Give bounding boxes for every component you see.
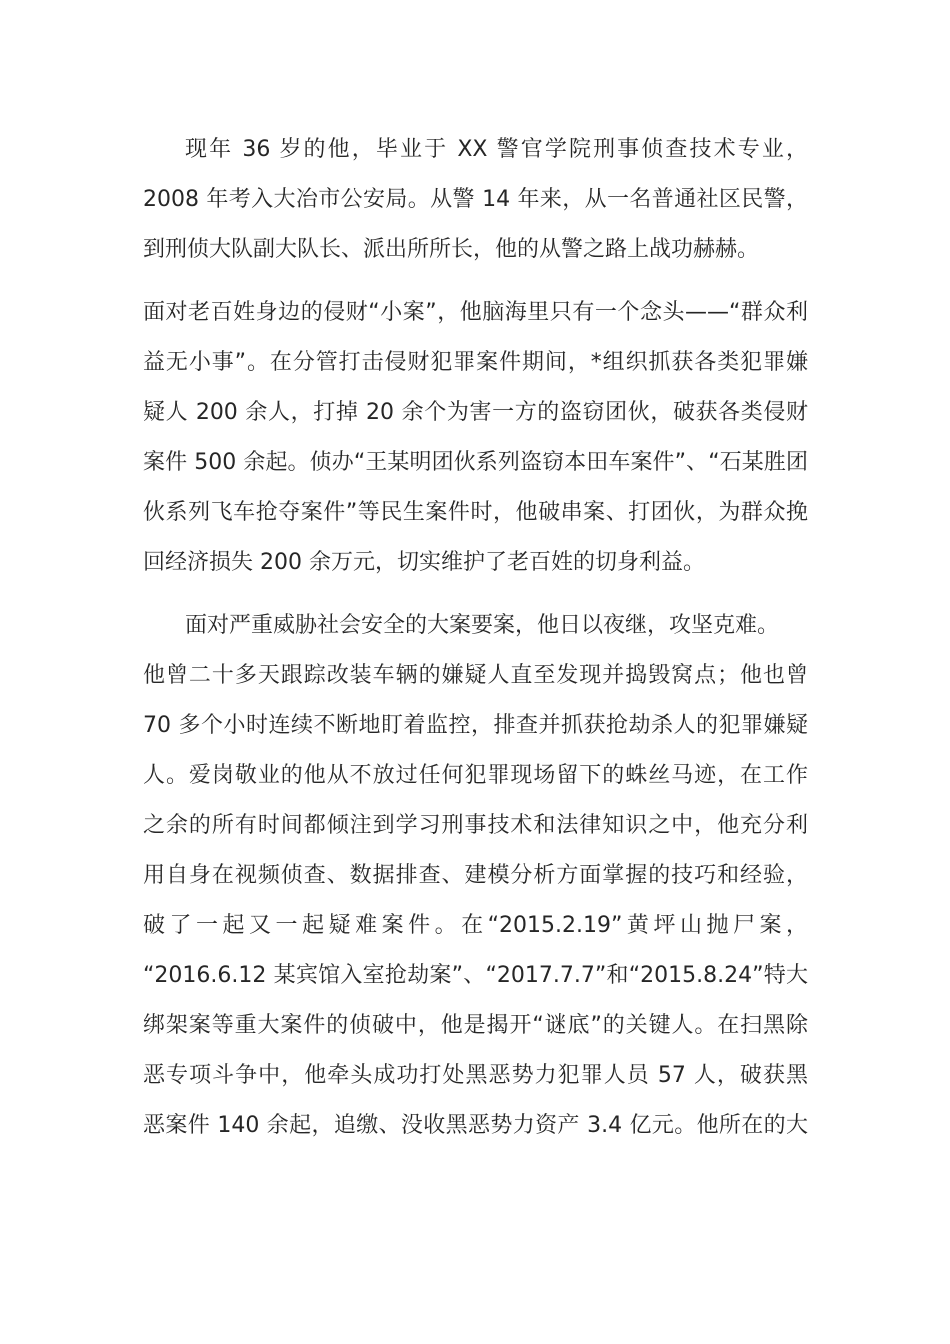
text-line: 2008 年考入大冶市公安局。从警 14 年来，从一名普通社区民警， — [143, 187, 808, 212]
text-line: 疑人 200 余人，打掉 20 余个为害一方的盗窃团伙，破获各类侵财 — [143, 400, 808, 425]
text-line: 伙系列飞车抢夺案件”等民生案件时，他破串案、打团伙，为群众挽 — [143, 500, 808, 525]
text-line: 案件 500 余起。侦办“王某明团伙系列盗窃本田车案件”、“石某胜团 — [143, 450, 808, 475]
text-line: 面对老百姓身边的侵财“小案”，他脑海里只有一个念头——“群众利 — [143, 300, 808, 325]
text-line: 面对严重威胁社会安全的大案要案，他日以夜继，攻坚克难。 — [185, 613, 780, 638]
text-line: 破了一起又一起疑难案件。在“2015.2.19”黄坪山抛尸案， — [143, 913, 808, 938]
text-line: 人。爱岗敬业的他从不放过任何犯罪现场留下的蛛丝马迹，在工作 — [143, 763, 808, 788]
text-line: 现年 36 岁的他，毕业于 XX 警官学院刑事侦查技术专业， — [185, 137, 808, 162]
text-line: 恶专项斗争中，他牵头成功打处黑恶势力犯罪人员 57 人，破获黑 — [143, 1063, 808, 1088]
text-line: 到刑侦大队副大队长、派出所所长，他的从警之路上战功赫赫。 — [143, 237, 760, 262]
text-line: 70 多个小时连续不断地盯着监控，排查并抓获抢劫杀人的犯罪嫌疑 — [143, 713, 808, 738]
text-line: 恶案件 140 余起，追缴、没收黑恶势力资产 3.4 亿元。他所在的大 — [143, 1113, 808, 1138]
text-line: 益无小事”。在分管打击侵财犯罪案件期间，*组织抓获各类犯罪嫌 — [143, 350, 808, 375]
text-line: 绑架案等重大案件的侦破中，他是揭开“谜底”的关键人。在扫黑除 — [143, 1013, 808, 1038]
text-line: 之余的所有时间都倾注到学习刑事技术和法律知识之中，他充分利 — [143, 813, 808, 838]
text-line: “2016.6.12 某宾馆入室抢劫案”、“2017.7.7”和“2015.8.24”特大 — [143, 963, 808, 988]
text-line: 回经济损失 200 余万元，切实维护了老百姓的切身利益。 — [143, 550, 705, 575]
text-line: 他曾二十多天跟踪改装车辆的嫌疑人直至发现并捣毁窝点；他也曾 — [143, 663, 808, 688]
text-line: 用自身在视频侦查、数据排查、建模分析方面掌握的技巧和经验， — [143, 863, 808, 888]
